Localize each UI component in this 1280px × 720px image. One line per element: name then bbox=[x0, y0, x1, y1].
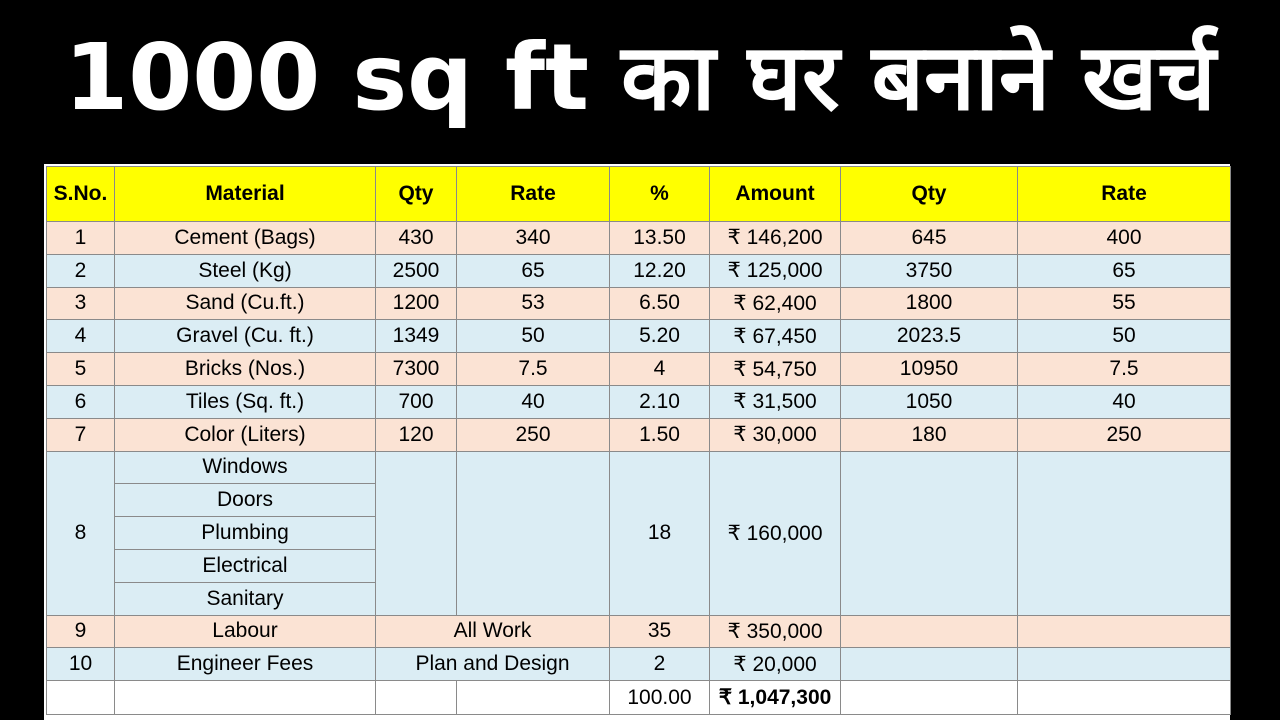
cell-percent: 13.50 bbox=[610, 222, 710, 255]
cell-qty-2 bbox=[841, 451, 1018, 615]
cell-qty: 430 bbox=[376, 222, 457, 255]
cell-sno: 1 bbox=[47, 222, 115, 255]
cell-material: Plumbing bbox=[115, 517, 376, 550]
cell-qty-2: 10950 bbox=[841, 353, 1018, 386]
cell-sno: 4 bbox=[47, 320, 115, 353]
cell-material: Engineer Fees bbox=[115, 648, 376, 681]
cell-qty-2 bbox=[841, 648, 1018, 681]
cell-material: Doors bbox=[115, 484, 376, 517]
total-percent: 100.00 bbox=[610, 681, 710, 715]
page-title: 1000 sq ft का घर बनाने खर्च bbox=[64, 24, 1216, 131]
cell-rate-2: 65 bbox=[1018, 254, 1231, 287]
cell-rate: 340 bbox=[457, 222, 610, 255]
cell-material: Sand (Cu.ft.) bbox=[115, 287, 376, 320]
table-row bbox=[47, 385, 1231, 418]
cell-qty-2: 2023.5 bbox=[841, 320, 1018, 353]
cell-sno: 2 bbox=[47, 254, 115, 287]
cell-rate-2 bbox=[1018, 451, 1231, 615]
table-row bbox=[47, 254, 1231, 287]
cell-percent: 2.10 bbox=[610, 385, 710, 418]
cell-qty: 1200 bbox=[376, 287, 457, 320]
cell-material bbox=[115, 681, 376, 715]
cell-qty-2: 645 bbox=[841, 222, 1018, 255]
cell-percent: 4 bbox=[610, 353, 710, 386]
cell-sno: 6 bbox=[47, 385, 115, 418]
cell-rate-2 bbox=[1018, 648, 1231, 681]
cell-material: Gravel (Cu. ft.) bbox=[115, 320, 376, 353]
table-row bbox=[47, 418, 1231, 451]
cell-rate-2: 50 bbox=[1018, 320, 1231, 353]
header-sno: S.No. bbox=[47, 167, 115, 222]
cell-amount: ₹ 30,000 bbox=[710, 418, 841, 451]
cell-amount: ₹ 146,200 bbox=[710, 222, 841, 255]
cell-rate-2: 40 bbox=[1018, 385, 1231, 418]
table-row bbox=[47, 353, 1231, 386]
table-row bbox=[47, 648, 1231, 681]
header-amount: Amount bbox=[710, 167, 841, 222]
cell-material: Cement (Bags) bbox=[115, 222, 376, 255]
cell-percent: 5.20 bbox=[610, 320, 710, 353]
cell-rate bbox=[457, 681, 610, 715]
cell-qty: 1349 bbox=[376, 320, 457, 353]
cell-rate: 53 bbox=[457, 287, 610, 320]
cell-qty-2: 180 bbox=[841, 418, 1018, 451]
cell-amount: ₹ 350,000 bbox=[710, 615, 841, 648]
cell-amount: ₹ 31,500 bbox=[710, 385, 841, 418]
cell-qty-2: 1800 bbox=[841, 287, 1018, 320]
cell-qty bbox=[376, 681, 457, 715]
cell-amount: ₹ 54,750 bbox=[710, 353, 841, 386]
cell-rate-2: 250 bbox=[1018, 418, 1231, 451]
table-row bbox=[47, 287, 1231, 320]
cell-qty-2: 3750 bbox=[841, 254, 1018, 287]
cell-amount: ₹ 160,000 bbox=[710, 451, 841, 615]
cell-qty-2 bbox=[841, 681, 1018, 715]
table-row bbox=[47, 222, 1231, 255]
cell-qty: 700 bbox=[376, 385, 457, 418]
cell-material: Tiles (Sq. ft.) bbox=[115, 385, 376, 418]
cell-qty: 2500 bbox=[376, 254, 457, 287]
cell-percent: 2 bbox=[610, 648, 710, 681]
cell-material: Bricks (Nos.) bbox=[115, 353, 376, 386]
cell-material: Windows bbox=[115, 451, 376, 484]
cell-percent: 18 bbox=[610, 451, 710, 615]
cell-work: All Work bbox=[376, 615, 610, 648]
cell-rate-2: 7.5 bbox=[1018, 353, 1231, 386]
header-row bbox=[47, 167, 1231, 222]
cell-material: Electrical bbox=[115, 549, 376, 582]
cell-percent: 35 bbox=[610, 615, 710, 648]
cell-rate-2: 400 bbox=[1018, 222, 1231, 255]
cell-material: Labour bbox=[115, 615, 376, 648]
cell-qty-2: 1050 bbox=[841, 385, 1018, 418]
cell-sno: 10 bbox=[47, 648, 115, 681]
header-material: Material bbox=[115, 167, 376, 222]
cell-qty: 120 bbox=[376, 418, 457, 451]
cell-material: Steel (Kg) bbox=[115, 254, 376, 287]
cell-rate-2 bbox=[1018, 681, 1231, 715]
cell-rate: 65 bbox=[457, 254, 610, 287]
cell-percent: 12.20 bbox=[610, 254, 710, 287]
cell-amount: ₹ 125,000 bbox=[710, 254, 841, 287]
cell-qty-2 bbox=[841, 615, 1018, 648]
cell-sno: 8 bbox=[47, 451, 115, 615]
table-row bbox=[47, 451, 1231, 484]
cell-rate: 250 bbox=[457, 418, 610, 451]
cell-qty bbox=[376, 451, 457, 615]
total-row bbox=[47, 681, 1231, 715]
cell-sno: 9 bbox=[47, 615, 115, 648]
cell-amount: ₹ 20,000 bbox=[710, 648, 841, 681]
cell-material: Color (Liters) bbox=[115, 418, 376, 451]
cell-sno: 7 bbox=[47, 418, 115, 451]
cell-work: Plan and Design bbox=[376, 648, 610, 681]
cell-amount: ₹ 67,450 bbox=[710, 320, 841, 353]
cell-rate-2 bbox=[1018, 615, 1231, 648]
cell-sno: 3 bbox=[47, 287, 115, 320]
table-row bbox=[47, 320, 1231, 353]
cell-rate bbox=[457, 451, 610, 615]
total-amount: ₹ 1,047,300 bbox=[710, 681, 841, 715]
header-percent: % bbox=[610, 167, 710, 222]
cell-sno: 5 bbox=[47, 353, 115, 386]
cell-material: Sanitary bbox=[115, 582, 376, 615]
cost-table bbox=[46, 166, 1231, 715]
cell-rate-2: 55 bbox=[1018, 287, 1231, 320]
header-qty-2: Qty bbox=[841, 167, 1018, 222]
header-rate: Rate bbox=[457, 167, 610, 222]
cell-amount: ₹ 62,400 bbox=[710, 287, 841, 320]
header-rate-2: Rate bbox=[1018, 167, 1231, 222]
header-qty: Qty bbox=[376, 167, 457, 222]
cell-rate: 40 bbox=[457, 385, 610, 418]
cell-percent: 6.50 bbox=[610, 287, 710, 320]
cell-rate: 7.5 bbox=[457, 353, 610, 386]
cell-qty: 7300 bbox=[376, 353, 457, 386]
cell-percent: 1.50 bbox=[610, 418, 710, 451]
cell-rate: 50 bbox=[457, 320, 610, 353]
cell-sno bbox=[47, 681, 115, 715]
table-row bbox=[47, 615, 1231, 648]
